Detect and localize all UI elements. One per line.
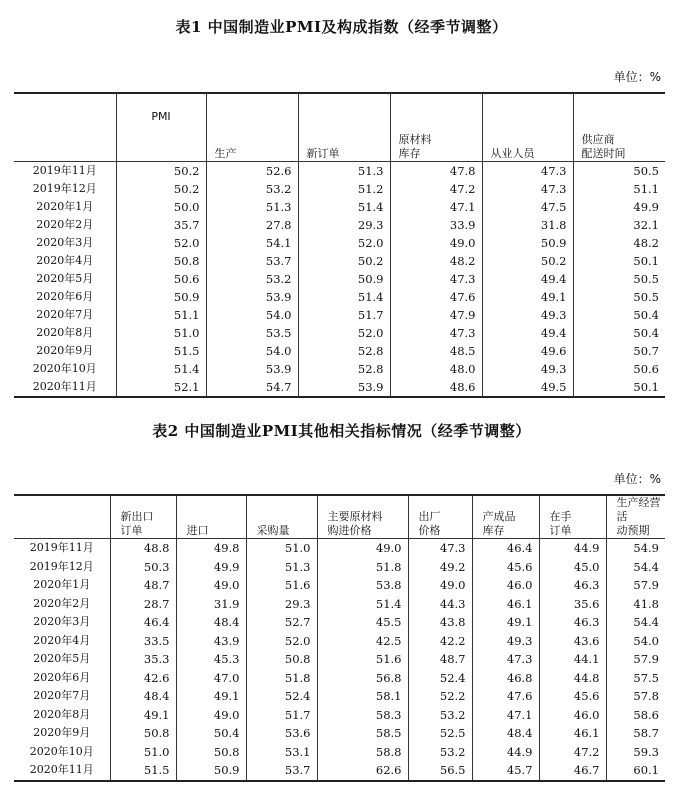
- table-cell: 54.0: [606, 632, 665, 651]
- table-cell: 52.8: [298, 360, 390, 378]
- table-cell: 49.0: [317, 539, 408, 558]
- row-month: 2020年4月: [36, 254, 94, 267]
- table-cell: 53.9: [206, 288, 298, 306]
- table-cell: 50.6: [573, 360, 665, 378]
- table-cell: 50.2: [116, 162, 206, 181]
- table-cell: 48.7: [110, 576, 176, 595]
- table-cell: 43.8: [408, 613, 472, 632]
- table-cell: 51.0: [246, 539, 317, 558]
- table-row: [14, 342, 665, 360]
- table-row: [14, 270, 665, 288]
- header-business-expectations: 生产经营活 动预期: [606, 495, 665, 539]
- table-cell: 42.6: [110, 669, 176, 688]
- row-month: 2019年11月: [32, 164, 97, 177]
- table-row: [14, 324, 665, 342]
- table-cell: 51.3: [298, 162, 390, 181]
- table-row: [14, 576, 665, 595]
- table-row: [14, 724, 665, 743]
- table-cell: 51.4: [298, 198, 390, 216]
- table-cell: 49.5: [482, 378, 573, 397]
- table-cell: 48.2: [390, 252, 482, 270]
- row-month: 2020年6月: [33, 670, 91, 684]
- table-cell: 53.2: [408, 743, 472, 762]
- table-cell: 51.4: [116, 360, 206, 378]
- pmi-table: [14, 92, 665, 398]
- table-cell: 46.0: [472, 576, 539, 595]
- row-month: 2020年1月: [36, 200, 94, 213]
- table-cell: 59.3: [606, 743, 665, 762]
- table-cell: 35.7: [116, 216, 206, 234]
- table-cell: 50.4: [573, 324, 665, 342]
- table-row: [14, 360, 665, 378]
- table-cell: 50.5: [573, 162, 665, 181]
- table-cell: 49.0: [390, 234, 482, 252]
- row-month: 2020年8月: [36, 326, 94, 339]
- header-pmi: PMI: [116, 93, 206, 162]
- table-cell: 49.9: [573, 198, 665, 216]
- table-cell: 52.1: [116, 378, 206, 397]
- table-cell: 58.8: [317, 743, 408, 762]
- table1-unit: 单位：%: [613, 70, 661, 84]
- table-cell: 49.4: [482, 270, 573, 288]
- table-cell: 51.1: [116, 306, 206, 324]
- table-cell: 44.1: [539, 650, 606, 669]
- row-month: 2020年2月: [33, 596, 91, 610]
- table-cell: 50.4: [176, 724, 246, 743]
- table-header-row: [14, 93, 665, 162]
- table-cell: 32.1: [573, 216, 665, 234]
- header-blank: [14, 495, 110, 539]
- row-month: 2020年7月: [36, 308, 94, 321]
- table-cell: 51.0: [116, 324, 206, 342]
- table-row: [14, 669, 665, 688]
- table-row: [14, 632, 665, 651]
- row-month: 2019年12月: [29, 559, 94, 573]
- table-cell: 52.7: [246, 613, 317, 632]
- row-month: 2019年11月: [29, 541, 94, 554]
- table-cell: 29.3: [298, 216, 390, 234]
- row-month: 2020年6月: [36, 290, 94, 303]
- table-cell: 46.7: [539, 761, 606, 781]
- table-cell: 53.5: [206, 324, 298, 342]
- table-cell: 58.3: [317, 706, 408, 725]
- table-cell: 51.8: [246, 669, 317, 688]
- table-cell: 51.2: [298, 180, 390, 198]
- table-cell: 49.2: [408, 558, 472, 577]
- table-cell: 46.1: [472, 595, 539, 614]
- table-cell: 48.4: [472, 724, 539, 743]
- table-cell: 50.8: [116, 252, 206, 270]
- table-cell: 47.2: [539, 743, 606, 762]
- header-new-export-orders: 新出口 订单: [110, 495, 176, 539]
- header-employment: 从业人员: [482, 93, 573, 162]
- row-month: 2020年2月: [36, 218, 94, 231]
- table-cell: 33.9: [390, 216, 482, 234]
- row-month: 2020年10月: [32, 362, 97, 375]
- table-row: [14, 687, 665, 706]
- table-cell: 52.4: [246, 687, 317, 706]
- table-cell: 47.0: [176, 669, 246, 688]
- table-cell: 51.7: [298, 306, 390, 324]
- table-cell: 45.5: [317, 613, 408, 632]
- table-cell: 53.9: [298, 378, 390, 397]
- table-cell: 49.6: [482, 342, 573, 360]
- row-month: 2020年7月: [33, 689, 91, 702]
- header-new-orders: 新订单: [298, 93, 390, 162]
- table-cell: 57.9: [606, 650, 665, 669]
- table-cell: 47.2: [390, 180, 482, 198]
- table-cell: 31.9: [176, 595, 246, 614]
- table-row: [14, 378, 665, 397]
- table-row: [14, 743, 665, 762]
- table-cell: 52.4: [408, 669, 472, 688]
- table-cell: 49.3: [482, 306, 573, 324]
- table-cell: 50.9: [482, 234, 573, 252]
- table-row: [14, 761, 665, 781]
- table-cell: 42.5: [317, 632, 408, 651]
- table-cell: 49.4: [482, 324, 573, 342]
- table-cell: 28.7: [110, 595, 176, 614]
- table-cell: 31.8: [482, 216, 573, 234]
- other-indices-table-body: [14, 539, 665, 781]
- header-purchase-quantity: 采购量: [246, 495, 317, 539]
- table-cell: 48.4: [110, 687, 176, 706]
- table-cell: 50.8: [246, 650, 317, 669]
- table-cell: 54.7: [206, 378, 298, 397]
- table-cell: 53.2: [206, 270, 298, 288]
- table-cell: 50.1: [573, 378, 665, 397]
- table-cell: 54.9: [606, 539, 665, 558]
- table-cell: 47.5: [482, 198, 573, 216]
- table-cell: 47.1: [472, 706, 539, 725]
- table-row: [14, 306, 665, 324]
- row-month: 2020年4月: [33, 633, 91, 647]
- table-cell: 48.2: [573, 234, 665, 252]
- table-cell: 45.7: [472, 761, 539, 781]
- row-month: 2020年11月: [32, 380, 97, 393]
- table-cell: 60.1: [606, 761, 665, 781]
- table-cell: 51.0: [110, 743, 176, 762]
- table-cell: 49.8: [176, 539, 246, 558]
- table-row: [14, 234, 665, 252]
- table-cell: 47.3: [482, 162, 573, 181]
- table-row: [14, 539, 665, 558]
- row-month: 2020年5月: [36, 272, 94, 285]
- table-cell: 53.2: [408, 706, 472, 725]
- table-cell: 48.6: [390, 378, 482, 397]
- table-cell: 47.6: [472, 687, 539, 706]
- table-row: [14, 558, 665, 577]
- row-month: 2020年5月: [33, 652, 91, 665]
- table-cell: 50.2: [482, 252, 573, 270]
- table-cell: 46.8: [472, 669, 539, 688]
- table-row: [14, 595, 665, 614]
- table-cell: 52.0: [298, 324, 390, 342]
- table-cell: 51.1: [573, 180, 665, 198]
- table-cell: 51.4: [317, 595, 408, 614]
- table-cell: 57.5: [606, 669, 665, 688]
- header-raw-material-inventory: 原材料 库存: [390, 93, 482, 162]
- table-cell: 49.9: [176, 558, 246, 577]
- header-supplier-delivery: 供应商 配送时间: [573, 93, 665, 162]
- table-cell: 62.6: [317, 761, 408, 781]
- table-cell: 46.3: [539, 576, 606, 595]
- table-cell: 43.9: [176, 632, 246, 651]
- table-cell: 49.1: [482, 288, 573, 306]
- table-cell: 53.2: [206, 180, 298, 198]
- table-cell: 46.0: [539, 706, 606, 725]
- table-cell: 48.0: [390, 360, 482, 378]
- table-cell: 45.6: [539, 687, 606, 706]
- table-cell: 50.0: [116, 198, 206, 216]
- header-output-prices: 出厂 价格: [408, 495, 472, 539]
- row-month: 2020年1月: [33, 578, 91, 591]
- table-cell: 50.1: [573, 252, 665, 270]
- table-cell: 58.6: [606, 706, 665, 725]
- row-month: 2019年12月: [32, 182, 97, 195]
- table-cell: 52.2: [408, 687, 472, 706]
- table-cell: 33.5: [110, 632, 176, 651]
- table-cell: 50.8: [110, 724, 176, 743]
- table-cell: 50.2: [116, 180, 206, 198]
- table2-unit: 单位：%: [613, 472, 661, 486]
- table-cell: 57.9: [606, 576, 665, 595]
- table-cell: 51.7: [246, 706, 317, 725]
- table-cell: 53.1: [246, 743, 317, 762]
- table-row: [14, 162, 665, 181]
- table-cell: 49.1: [110, 706, 176, 725]
- table-cell: 47.3: [390, 270, 482, 288]
- table-cell: 49.0: [176, 706, 246, 725]
- table-cell: 49.3: [482, 360, 573, 378]
- table-cell: 51.5: [116, 342, 206, 360]
- table-cell: 50.9: [116, 288, 206, 306]
- table-cell: 47.3: [390, 324, 482, 342]
- table-cell: 51.3: [206, 198, 298, 216]
- table-cell: 45.0: [539, 558, 606, 577]
- pmi-table-body: [14, 162, 665, 398]
- table-cell: 41.8: [606, 595, 665, 614]
- table-cell: 47.9: [390, 306, 482, 324]
- table-header-row: [14, 495, 665, 539]
- table-cell: 50.5: [573, 270, 665, 288]
- table-cell: 49.1: [176, 687, 246, 706]
- table-cell: 44.9: [539, 539, 606, 558]
- table-cell: 52.0: [246, 632, 317, 651]
- table-cell: 47.8: [390, 162, 482, 181]
- table-row: [14, 706, 665, 725]
- table-cell: 52.6: [206, 162, 298, 181]
- table-cell: 52.8: [298, 342, 390, 360]
- table-cell: 42.2: [408, 632, 472, 651]
- table-cell: 53.9: [206, 360, 298, 378]
- row-month: 2020年8月: [33, 707, 91, 721]
- table-cell: 44.8: [539, 669, 606, 688]
- table-cell: 44.3: [408, 595, 472, 614]
- table-cell: 29.3: [246, 595, 317, 614]
- table-cell: 52.0: [116, 234, 206, 252]
- table-row: [14, 180, 665, 198]
- table-cell: 47.6: [390, 288, 482, 306]
- table-row: [14, 216, 665, 234]
- row-month: 2020年11月: [29, 763, 94, 776]
- table-cell: 46.3: [539, 613, 606, 632]
- header-production: 生产: [206, 93, 298, 162]
- table-cell: 48.5: [390, 342, 482, 360]
- table-row: [14, 288, 665, 306]
- table-cell: 53.8: [317, 576, 408, 595]
- table-row: [14, 650, 665, 669]
- header-blank: [14, 93, 116, 162]
- table-cell: 56.8: [317, 669, 408, 688]
- header-input-prices: 主要原材料 购进价格: [317, 495, 408, 539]
- table-cell: 45.6: [472, 558, 539, 577]
- header-imports: 进口: [176, 495, 246, 539]
- table-cell: 48.8: [110, 539, 176, 558]
- table-cell: 50.2: [298, 252, 390, 270]
- table2-title: 表2 中国制造业PMI其他相关指标情况（经季节调整）: [152, 422, 531, 440]
- table-cell: 51.3: [246, 558, 317, 577]
- table-cell: 47.1: [390, 198, 482, 216]
- table-cell: 49.1: [472, 613, 539, 632]
- table-cell: 35.6: [539, 595, 606, 614]
- table-cell: 57.8: [606, 687, 665, 706]
- table-cell: 48.4: [176, 613, 246, 632]
- table-cell: 47.3: [472, 650, 539, 669]
- table1-title: 表1 中国制造业PMI及构成指数（经季节调整）: [175, 18, 508, 36]
- table-cell: 58.7: [606, 724, 665, 743]
- table-cell: 50.9: [176, 761, 246, 781]
- table-cell: 53.7: [246, 761, 317, 781]
- table-cell: 53.6: [246, 724, 317, 743]
- table-cell: 49.0: [408, 576, 472, 595]
- table-cell: 50.3: [110, 558, 176, 577]
- header-backlog-orders: 在手 订单: [539, 495, 606, 539]
- table-cell: 46.4: [472, 539, 539, 558]
- table-cell: 51.8: [317, 558, 408, 577]
- table-row: [14, 252, 665, 270]
- row-month: 2020年9月: [36, 344, 94, 357]
- table-cell: 45.3: [176, 650, 246, 669]
- table-cell: 50.5: [573, 288, 665, 306]
- table-cell: 54.4: [606, 613, 665, 632]
- table-cell: 47.3: [408, 539, 472, 558]
- table-cell: 48.7: [408, 650, 472, 669]
- table-cell: 56.5: [408, 761, 472, 781]
- other-indices-table: [14, 494, 665, 782]
- header-finished-goods-inventory: 产成品 库存: [472, 495, 539, 539]
- table-cell: 51.5: [110, 761, 176, 781]
- table-cell: 51.4: [298, 288, 390, 306]
- table-cell: 47.3: [482, 180, 573, 198]
- table-cell: 54.1: [206, 234, 298, 252]
- row-month: 2020年10月: [29, 744, 94, 758]
- table-cell: 44.9: [472, 743, 539, 762]
- table-cell: 49.0: [176, 576, 246, 595]
- row-month: 2020年3月: [33, 615, 91, 628]
- table-cell: 53.7: [206, 252, 298, 270]
- table-cell: 43.6: [539, 632, 606, 651]
- table-cell: 51.6: [246, 576, 317, 595]
- table-cell: 27.8: [206, 216, 298, 234]
- table-row: [14, 613, 665, 632]
- table-cell: 58.5: [317, 724, 408, 743]
- table-cell: 54.4: [606, 558, 665, 577]
- table-cell: 52.0: [298, 234, 390, 252]
- table-cell: 46.1: [539, 724, 606, 743]
- table-row: [14, 198, 665, 216]
- table-cell: 50.4: [573, 306, 665, 324]
- row-month: 2020年9月: [33, 726, 91, 739]
- table-cell: 46.4: [110, 613, 176, 632]
- table-cell: 54.0: [206, 342, 298, 360]
- table-cell: 58.1: [317, 687, 408, 706]
- table-cell: 49.3: [472, 632, 539, 651]
- table-cell: 50.9: [298, 270, 390, 288]
- table-cell: 50.8: [176, 743, 246, 762]
- table-cell: 50.7: [573, 342, 665, 360]
- row-month: 2020年3月: [36, 236, 94, 249]
- table-cell: 54.0: [206, 306, 298, 324]
- table-cell: 35.3: [110, 650, 176, 669]
- table-cell: 50.6: [116, 270, 206, 288]
- table-cell: 51.6: [317, 650, 408, 669]
- table-cell: 52.5: [408, 724, 472, 743]
